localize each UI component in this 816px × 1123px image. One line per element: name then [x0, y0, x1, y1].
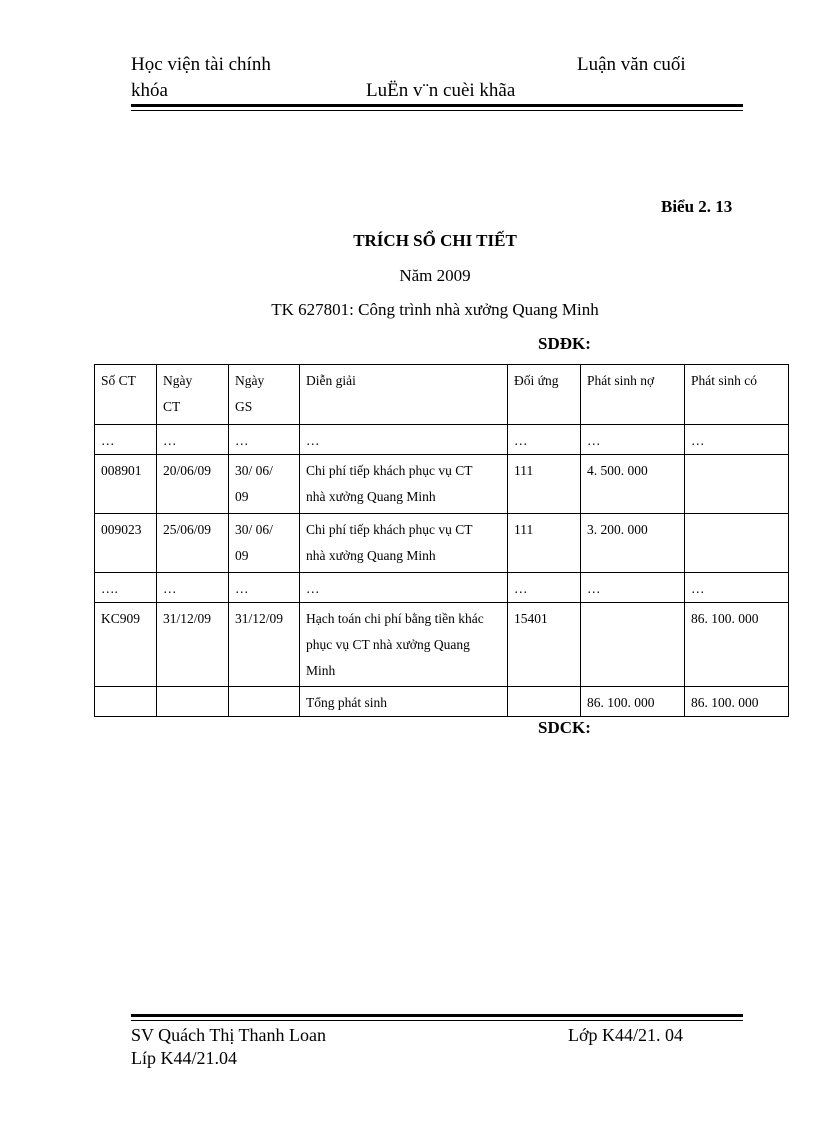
footer-class-garbled: Líp K44/21.04 — [131, 1048, 237, 1068]
footer-rule-thick — [131, 1014, 743, 1017]
opening-balance: SDĐK: — [538, 334, 591, 353]
table-row: KC909 31/12/09 31/12/09 Hạch toán chi phí bằng tiền khác phục vụ CT nhà xưởng Quang Minh 15401 86. 100. 000 — [95, 603, 789, 687]
header-so-ct: Số CT — [95, 365, 157, 425]
table-row: 009023 25/06/09 30/ 06/ 09 Chi phí tiếp khách phục vụ CT nhà xưởng Quang Minh 111 3. 200. 000 — [95, 514, 789, 573]
ledger-table — [94, 364, 789, 717]
header-garbled-title: LuËn v¨n cuèi khãa — [366, 80, 516, 101]
total-label: Tổng phát sinh — [300, 687, 508, 717]
table-row: …. … … … … … … — [95, 573, 789, 603]
header-phat-sinh-co: Phát sinh có — [685, 365, 789, 425]
header-ngay-gs: Ngày GS — [229, 365, 300, 425]
table-header-row — [95, 365, 789, 425]
total-no: 86. 100. 000 — [581, 687, 685, 717]
doc-title: TRÍCH SỔ CHI TIẾT — [353, 231, 517, 250]
table-row: … … … … … … … — [95, 425, 789, 455]
closing-balance: SDCK: — [538, 718, 591, 737]
table-total-row — [95, 687, 789, 717]
header-dien-giai: Diễn giải — [300, 365, 508, 425]
total-co: 86. 100. 000 — [685, 687, 789, 717]
footer-class: Lớp K44/21. 04 — [568, 1025, 684, 1045]
header-khoa: khóa — [131, 80, 168, 101]
header-rule-thin — [131, 110, 743, 111]
doc-account: TK 627801: Công trình nhà xưởng Quang Minh — [271, 300, 599, 319]
doc-year: Năm 2009 — [399, 266, 471, 285]
header-school: Học viện tài chính — [131, 54, 271, 75]
footer-rule-thin — [131, 1020, 743, 1021]
table-row: 008901 20/06/09 30/ 06/ 09 Chi phí tiếp khách phục vụ CT nhà xưởng Quang Minh 111 4. 500. 000 — [95, 455, 789, 514]
header-ngay-ct: Ngày CT — [157, 365, 229, 425]
header-rule-thick — [131, 104, 743, 107]
header-doi-ung: Đối ứng — [508, 365, 581, 425]
footer-student: SV Quách Thị Thanh Loan — [131, 1025, 326, 1045]
doc-ref: Biểu 2. 13 — [661, 197, 733, 216]
header-phat-sinh-no: Phát sinh nợ — [581, 365, 685, 425]
header-thesis: Luận văn cuối — [577, 54, 686, 75]
